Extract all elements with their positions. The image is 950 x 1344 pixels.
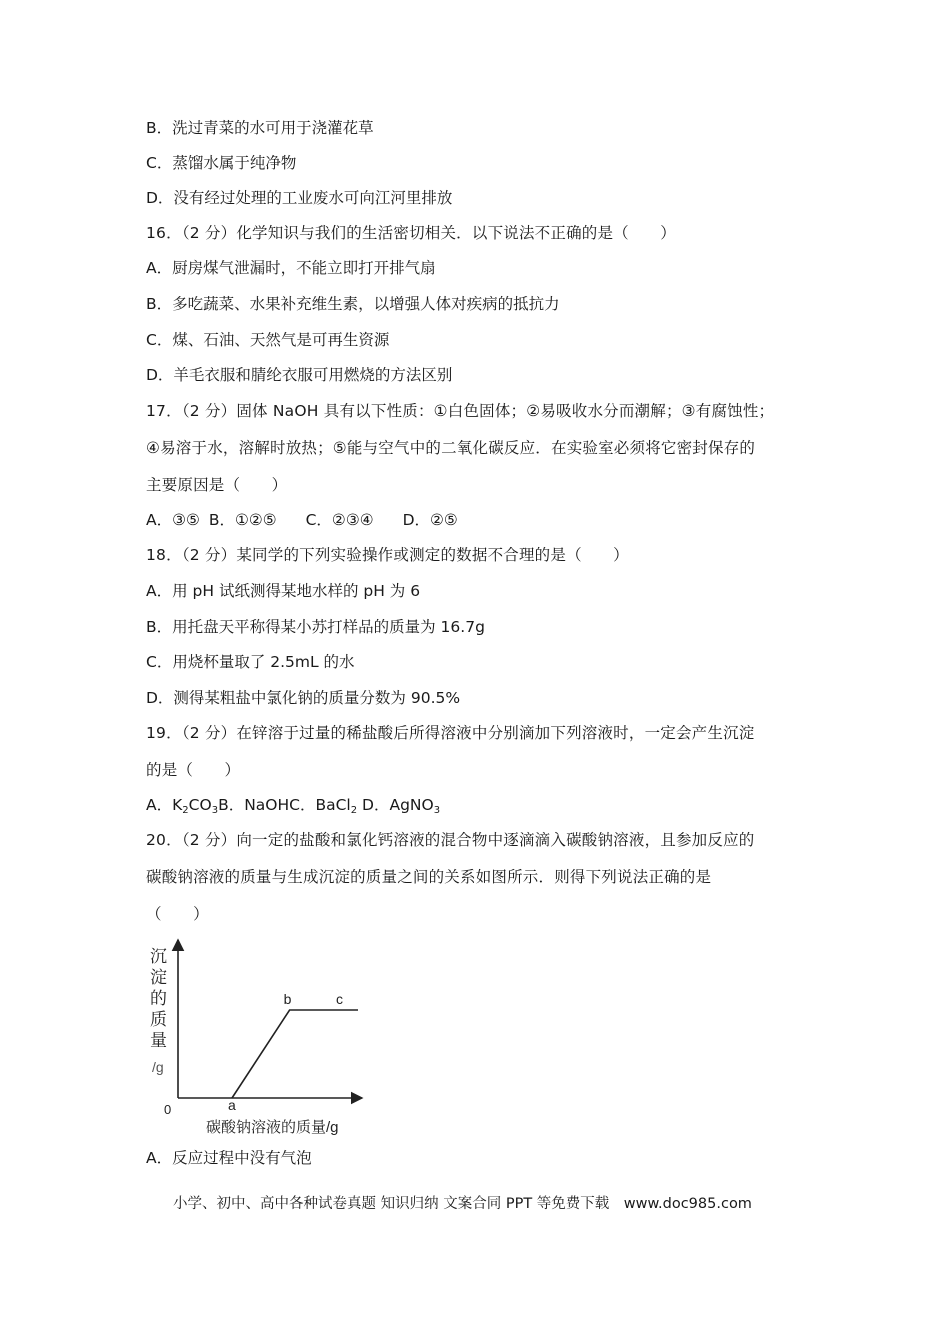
series-line-group <box>228 991 358 1113</box>
q20-option-a: A．反应过程中没有气泡 <box>146 1149 312 1167</box>
y-axis-label-char: 淀 <box>150 968 167 987</box>
y-axis-unit: /g <box>152 1059 164 1075</box>
q16-option-c: C．煤、石油、天然气是可再生资源 <box>146 331 390 349</box>
q16-option-a: A．厨房煤气泄漏时，不能立即打开排气扇 <box>146 259 436 277</box>
q18-stem: 18．（2 分）某同学的下列实验操作或测定的数据不合理的是（ ） <box>146 546 629 564</box>
point-label-a: a <box>228 1097 236 1113</box>
q18-option-a: A．用 pH 试纸测得某地水样的 pH 为 6 <box>146 582 421 600</box>
q17-option-a: A．③⑤ <box>146 511 200 529</box>
q19-option-a: A．$K_2CO_3$ <box>146 796 219 816</box>
q19-options <box>146 795 440 821</box>
x-axis-label: 碳酸钠溶液的质量/g <box>206 1119 339 1136</box>
q19-option-bc: B．NaOHC．BaCl$_2$ <box>218 796 358 816</box>
page-footer: 小学、初中、高中各种试卷真题 知识归纳 文案合同 PPT 等免费下载 www.doc985.com <box>173 1196 752 1212</box>
q19-stem-line1: 19．（2 分）在锌溶于过量的稀盐酸后所得溶液中分别滴加下列溶液时，一定会产生沉淀 <box>146 724 755 742</box>
q17-option-b: B．①②⑤ <box>208 511 277 529</box>
y-axis-label-char: 沉 <box>150 947 167 966</box>
q17-option-d: D．②⑤ <box>402 511 458 529</box>
y-axis-label-char: 的 <box>150 989 167 1008</box>
point-label-b: b <box>283 991 292 1007</box>
q17-options <box>146 510 458 530</box>
q17-stem-line1: 17．（2 分）固体 NaOH 具有以下性质：①白色固体；②易吸收水分而潮解；③有腐蚀性； <box>146 402 775 420</box>
y-axis-label <box>150 947 167 1050</box>
q18-option-c: C．用烧杯量取了 2.5mL 的水 <box>146 653 355 671</box>
precipitate-graph-svg <box>140 930 370 1140</box>
q15-option-d: D．没有经过处理的工业废水可向江河里排放 <box>146 189 453 207</box>
q18-option-d: D．测得某粗盐中氯化钠的质量分数为 90.5% <box>146 689 461 707</box>
q20-stem-line3: （ ） <box>146 905 209 923</box>
q17-stem-line2: ④易溶于水，溶解时放热；⑤能与空气中的二氧化碳反应．在实验室必须将它密封保存的 <box>146 439 756 457</box>
origin-label: 0 <box>164 1102 172 1117</box>
q16-stem: 16．（2 分）化学知识与我们的生活密切相关．以下说法不正确的是（ ） <box>146 224 676 242</box>
series-line <box>232 1010 358 1098</box>
point-label-c: c <box>336 991 343 1007</box>
q15-option-c: C．蒸馏水属于纯净物 <box>146 154 297 172</box>
y-axis-label-char: 量 <box>150 1031 167 1050</box>
q19-option-d: D．AgNO$_3$ <box>357 796 441 816</box>
q19-stem-line2: 的是（ ） <box>146 761 241 779</box>
precipitate-graph <box>140 930 370 1140</box>
q20-stem-line2: 碳酸钠溶液的质量与生成沉淀的质量之间的关系如图所示．则得下列说法正确的是 <box>146 868 712 886</box>
q17-stem-line3: 主要原因是（ ） <box>146 476 288 494</box>
q15-option-b: B．洗过青菜的水可用于浇灌花草 <box>146 119 374 137</box>
q16-option-d: D．羊毛衣服和腈纶衣服可用燃烧的方法区别 <box>146 366 453 384</box>
q18-option-b: B．用托盘天平称得某小苏打样品的质量为 16.7g <box>146 618 485 636</box>
q17-option-c: C．②③④ <box>305 511 374 529</box>
q16-option-b: B．多吃蔬菜、水果补充维生素，以增强人体对疾病的抵抗力 <box>146 295 560 313</box>
q20-stem-line1: 20．（2 分）向一定的盐酸和氯化钙溶液的混合物中逐滴滴入碳酸钠溶液，且参加反应的 <box>146 831 755 849</box>
y-axis-label-char: 质 <box>150 1010 167 1029</box>
